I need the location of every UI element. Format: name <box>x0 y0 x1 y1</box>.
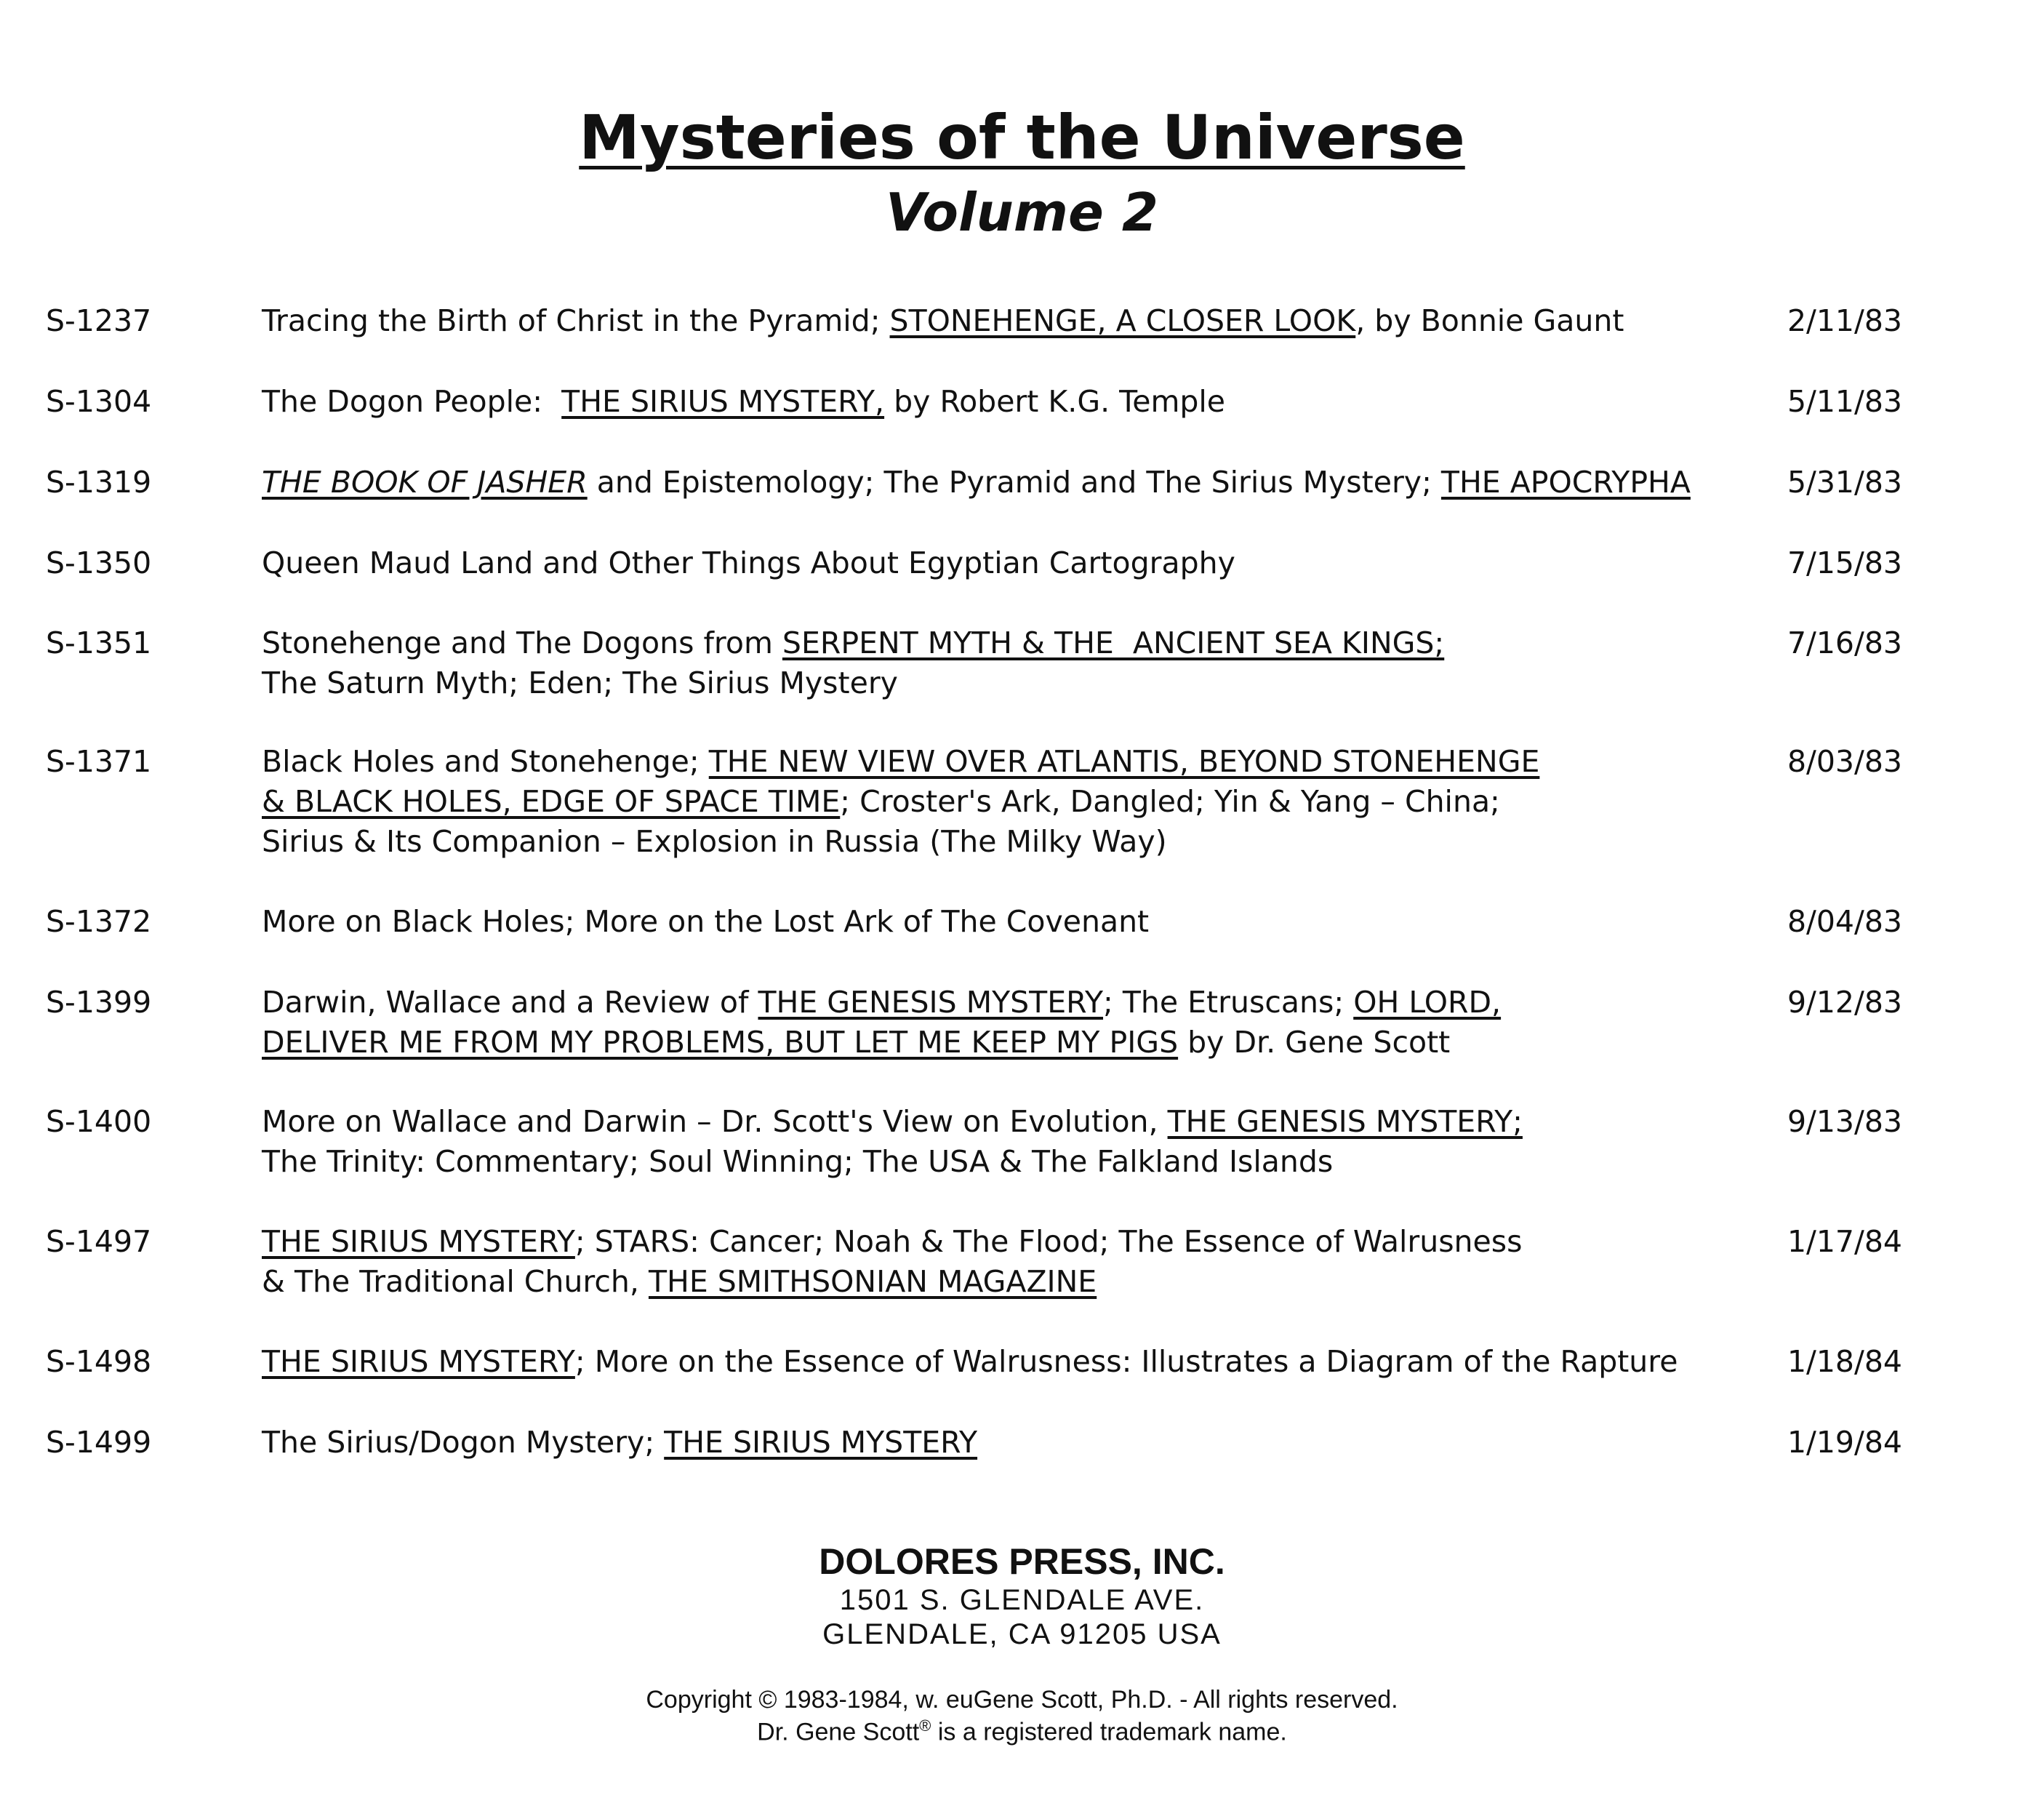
description-line <box>262 382 1716 422</box>
description-line <box>262 1023 1716 1063</box>
entry-code: S-1399 <box>46 985 152 1020</box>
entry-code: S-1498 <box>46 1344 152 1379</box>
entry-date: 7/15/83 <box>1787 545 1902 580</box>
description-line <box>262 301 1716 341</box>
description-text: Black Holes and Stonehenge; <box>262 744 709 779</box>
entry-description <box>262 463 1716 503</box>
entry-date: 9/12/83 <box>1787 985 1902 1020</box>
description-line <box>262 1142 1716 1182</box>
description-text: ; The Etruscans; <box>1103 985 1354 1020</box>
entry-code: S-1319 <box>46 465 152 500</box>
description-line <box>262 983 1716 1023</box>
description-line <box>262 1102 1716 1142</box>
entry-description <box>262 301 1716 341</box>
description-line <box>262 782 1716 822</box>
title-reference: THE SIRIUS MYSTERY <box>664 1425 978 1460</box>
title-reference: OH LORD, <box>1353 985 1502 1020</box>
description-text: The Sirius/Dogon Mystery; <box>262 1425 665 1460</box>
description-text: Queen Maud Land and Other Things About Egyptian Cartography <box>262 545 1235 580</box>
entry-description <box>262 623 1716 703</box>
title-reference: & BLACK HOLES, EDGE OF SPACE TIME <box>262 784 841 819</box>
description-text: Sirius & Its Companion – Explosion in Russia (The Milky Way) <box>262 824 1167 859</box>
entry-date: 7/16/83 <box>1787 625 1902 660</box>
entry-description <box>262 1342 1716 1382</box>
description-text: by Dr. Gene Scott <box>1178 1025 1451 1060</box>
entry-code: S-1497 <box>46 1224 152 1259</box>
description-line <box>262 543 1716 583</box>
title-reference: THE SIRIUS MYSTERY <box>262 1224 575 1259</box>
title-reference: THE SIRIUS MYSTERY, <box>561 384 885 419</box>
title-reference: THE SIRIUS MYSTERY <box>262 1344 575 1379</box>
entry-date: 8/04/83 <box>1787 904 1902 939</box>
entry-description <box>262 382 1716 422</box>
entry-date: 1/18/84 <box>1787 1344 1902 1379</box>
description-text: and Epistemology; The Pyramid and The Sirius Mystery; <box>587 465 1441 500</box>
title-reference: THE BOOK OF JASHER <box>262 465 588 500</box>
entry-description <box>262 902 1716 942</box>
entry-code: S-1372 <box>46 904 152 939</box>
description-line <box>262 623 1716 663</box>
entry-description <box>262 983 1716 1063</box>
entry-code: S-1350 <box>46 545 152 580</box>
description-text: Tracing the Birth of Christ in the Pyramid; <box>262 303 890 338</box>
entry-date: 1/19/84 <box>1787 1425 1902 1460</box>
trademark-text: is a registered trademark name. <box>931 1718 1287 1746</box>
entry-description <box>262 1102 1716 1182</box>
entry-description <box>262 543 1716 583</box>
entry-date: 9/13/83 <box>1787 1104 1902 1139</box>
entry-code: S-1304 <box>46 384 152 419</box>
description-text: The Dogon People: <box>262 384 562 419</box>
description-line <box>262 463 1716 503</box>
copyright-line1: Copyright © 1983-1984, w. euGene Scott, Ph.D. - All rights reserved. <box>646 1686 1398 1714</box>
description-text: Darwin, Wallace and a Review of <box>262 985 758 1020</box>
entry-date: 1/17/84 <box>1787 1224 1902 1259</box>
description-text: More on Wallace and Darwin – Dr. Scott's View on Evolution, <box>262 1104 1168 1139</box>
entry-date: 5/31/83 <box>1787 465 1902 500</box>
title-reference: SERPENT MYTH & THE ANCIENT SEA KINGS; <box>782 625 1445 660</box>
title-reference: THE SMITHSONIAN MAGAZINE <box>648 1264 1097 1299</box>
entry-description <box>262 1423 1716 1463</box>
description-text: The Saturn Myth; Eden; The Sirius Mystery <box>262 665 898 700</box>
description-text: ; STARS: Cancer; Noah & The Flood; The Essence of Walrusness <box>574 1224 1523 1259</box>
entry-date: 8/03/83 <box>1787 744 1902 779</box>
title-text: Mysteries of the Universe <box>579 102 1465 173</box>
title-reference: STONEHENGE, A CLOSER LOOK <box>889 303 1356 338</box>
description-line <box>262 1222 1716 1262</box>
title-reference: THE NEW VIEW OVER ATLANTIS, BEYOND STONEHENGE <box>708 744 1540 779</box>
description-line <box>262 1423 1716 1463</box>
page-title <box>0 102 2044 173</box>
description-text: The Trinity: Commentary; Soul Winning; The USA & The Falkland Islands <box>262 1144 1334 1179</box>
publisher-address-line2: GLENDALE, CA 91205 USA <box>822 1618 1222 1650</box>
description-line <box>262 902 1716 942</box>
description-line <box>262 742 1716 782</box>
entry-date: 2/11/83 <box>1787 303 1902 338</box>
title-reference: THE GENESIS MYSTERY <box>758 985 1104 1020</box>
title-reference: THE GENESIS MYSTERY; <box>1167 1104 1523 1139</box>
publisher-name: DOLORES PRESS, INC. <box>819 1541 1225 1582</box>
description-text: , by Bonnie Gaunt <box>1355 303 1624 338</box>
entry-description <box>262 1222 1716 1302</box>
description-text: & The Traditional Church, <box>262 1264 649 1299</box>
title-reference: THE APOCRYPHA <box>1440 465 1691 500</box>
title-reference: DELIVER ME FROM MY PROBLEMS, BUT LET ME KEEP MY PIGS <box>262 1025 1179 1060</box>
description-line <box>262 1342 1716 1382</box>
entry-code: S-1400 <box>46 1104 152 1139</box>
description-text: ; Croster's Ark, Dangled; Yin & Yang – China; <box>840 784 1500 819</box>
description-text: by Robert K.G. Temple <box>884 384 1226 419</box>
trademark-line <box>0 1716 2044 1746</box>
trademark-name: Dr. Gene Scott <box>757 1718 920 1746</box>
publisher-address-line1: 1501 S. GLENDALE AVE. <box>839 1584 1205 1616</box>
entry-code: S-1499 <box>46 1425 152 1460</box>
page-subtitle: Volume 2 <box>886 182 1158 243</box>
description-line <box>262 1262 1716 1302</box>
description-line <box>262 663 1716 703</box>
entry-code: S-1237 <box>46 303 152 338</box>
entry-description <box>262 742 1716 862</box>
entry-date: 5/11/83 <box>1787 384 1902 419</box>
description-text: More on Black Holes; More on the Lost Ark of The Covenant <box>262 904 1150 939</box>
description-line <box>262 822 1716 862</box>
description-text: ; More on the Essence of Walrusness: Illustrates a Diagram of the Rapture <box>574 1344 1678 1379</box>
description-text: Stonehenge and The Dogons from <box>262 625 782 660</box>
entry-code: S-1351 <box>46 625 152 660</box>
registered-mark: ® <box>919 1716 931 1735</box>
entry-code: S-1371 <box>46 744 152 779</box>
